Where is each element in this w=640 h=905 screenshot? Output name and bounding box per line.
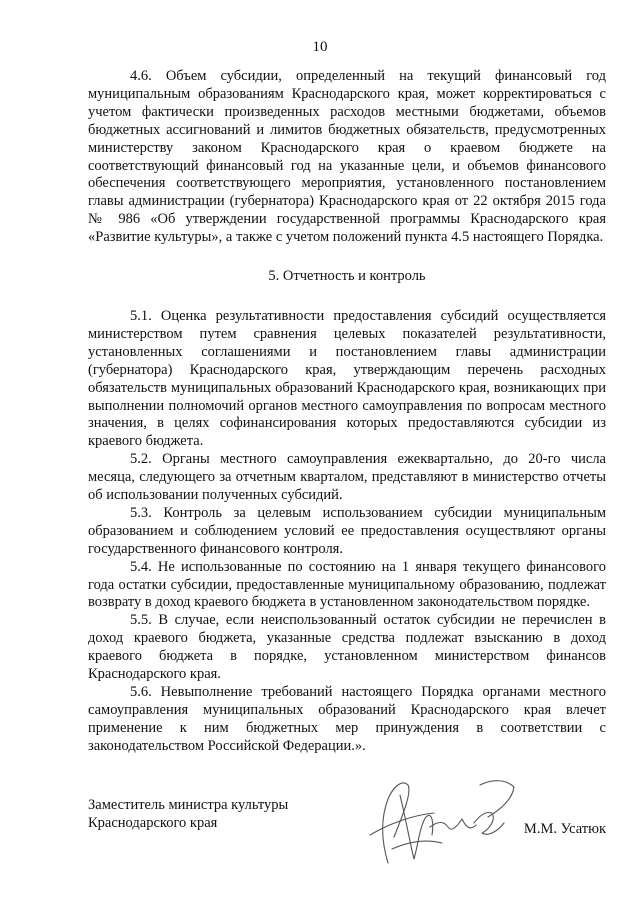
paragraph-5-5: 5.5. В случае, если неиспользованный остаток субсидии не перечислен в доход краевого бюджета, указанные средства подлежат взысканию в доход краевого бюджета в порядке, установленном министерством финансов Краснодарского края. bbox=[88, 612, 606, 683]
paragraph-5-1: 5.1. Оценка результативности предоставления субсидий осуществляется министерством путем сравнения целевых показателей результативности, установленных соглашениями и постановлением главы администрации (губернатора) Краснодарского края, утверждающим перечень расходных обязательств муниципальных образований Краснодарского края, возникающих при выполнении полномочий органов местного самоуправления по вопросам местного значения, в целях софинансирования которых предоставляются субсидии из краевого бюджета. bbox=[88, 307, 606, 450]
signatory-name: М.М. Усатюк bbox=[523, 821, 606, 837]
paragraph-4-6: 4.6. Объем субсидии, определенный на текущий финансовый год муниципальным образованиям Краснодарского края, может корректироваться с учетом фактически произведенных расходов местными бюджетами, объемов бюджетных ассигнований и лимитов бюджетных обязательств, предусмотренных министерству законом Краснодарского края о краевом бюджете на соответствующий финансовый год на указанные цели, и объемов финансового обеспечения соответствующего мероприятия, установленного постановлением главы администрации (губернатора) Краснодарского края от 22 октября 2015 года № 986 «Об утверждении государственной программы Краснодарского края «Развитие культуры», а также с учетом положений пункта 4.5 настоящего Порядка. bbox=[88, 68, 606, 246]
paragraph-5-4: 5.4. Не использованные по состоянию на 1 января текущего финансового года остатки субсидии, предоставленные муниципальному образованию, подлежат возврату в доход краевого бюджета в установленном законодательством порядке. bbox=[88, 558, 606, 611]
paragraph-5-6: 5.6. Невыполнение требований настоящего Порядка органами местного самоуправления муниципальных образований Краснодарского края влечет применение к ним бюджетных мер принуждения в соответствии с законодательством Российской Федерации.». bbox=[88, 684, 606, 754]
signatory-title-line1: Заместитель министра культуры bbox=[88, 797, 289, 813]
signature-block bbox=[88, 797, 606, 847]
signatory-title-line2: Краснодарского края bbox=[88, 814, 218, 831]
paragraph-5-3: 5.3. Контроль за целевым использованием субсидии муниципальным образованием и соблюдением условий ее предоставления осуществляют органы государственного финансового контроля. bbox=[88, 504, 606, 557]
document-body bbox=[88, 68, 606, 756]
paragraph-5-2: 5.2. Органы местного самоуправления ежеквартально, до 20-го числа месяца, следующего за отчетным кварталом, представляют в министерство отчеты об использовании полученных субсидий. bbox=[88, 451, 606, 504]
page-number: 10 bbox=[312, 39, 328, 55]
section-heading: 5. Отчетность и контроль bbox=[268, 268, 426, 285]
signatory-title bbox=[88, 797, 288, 833]
